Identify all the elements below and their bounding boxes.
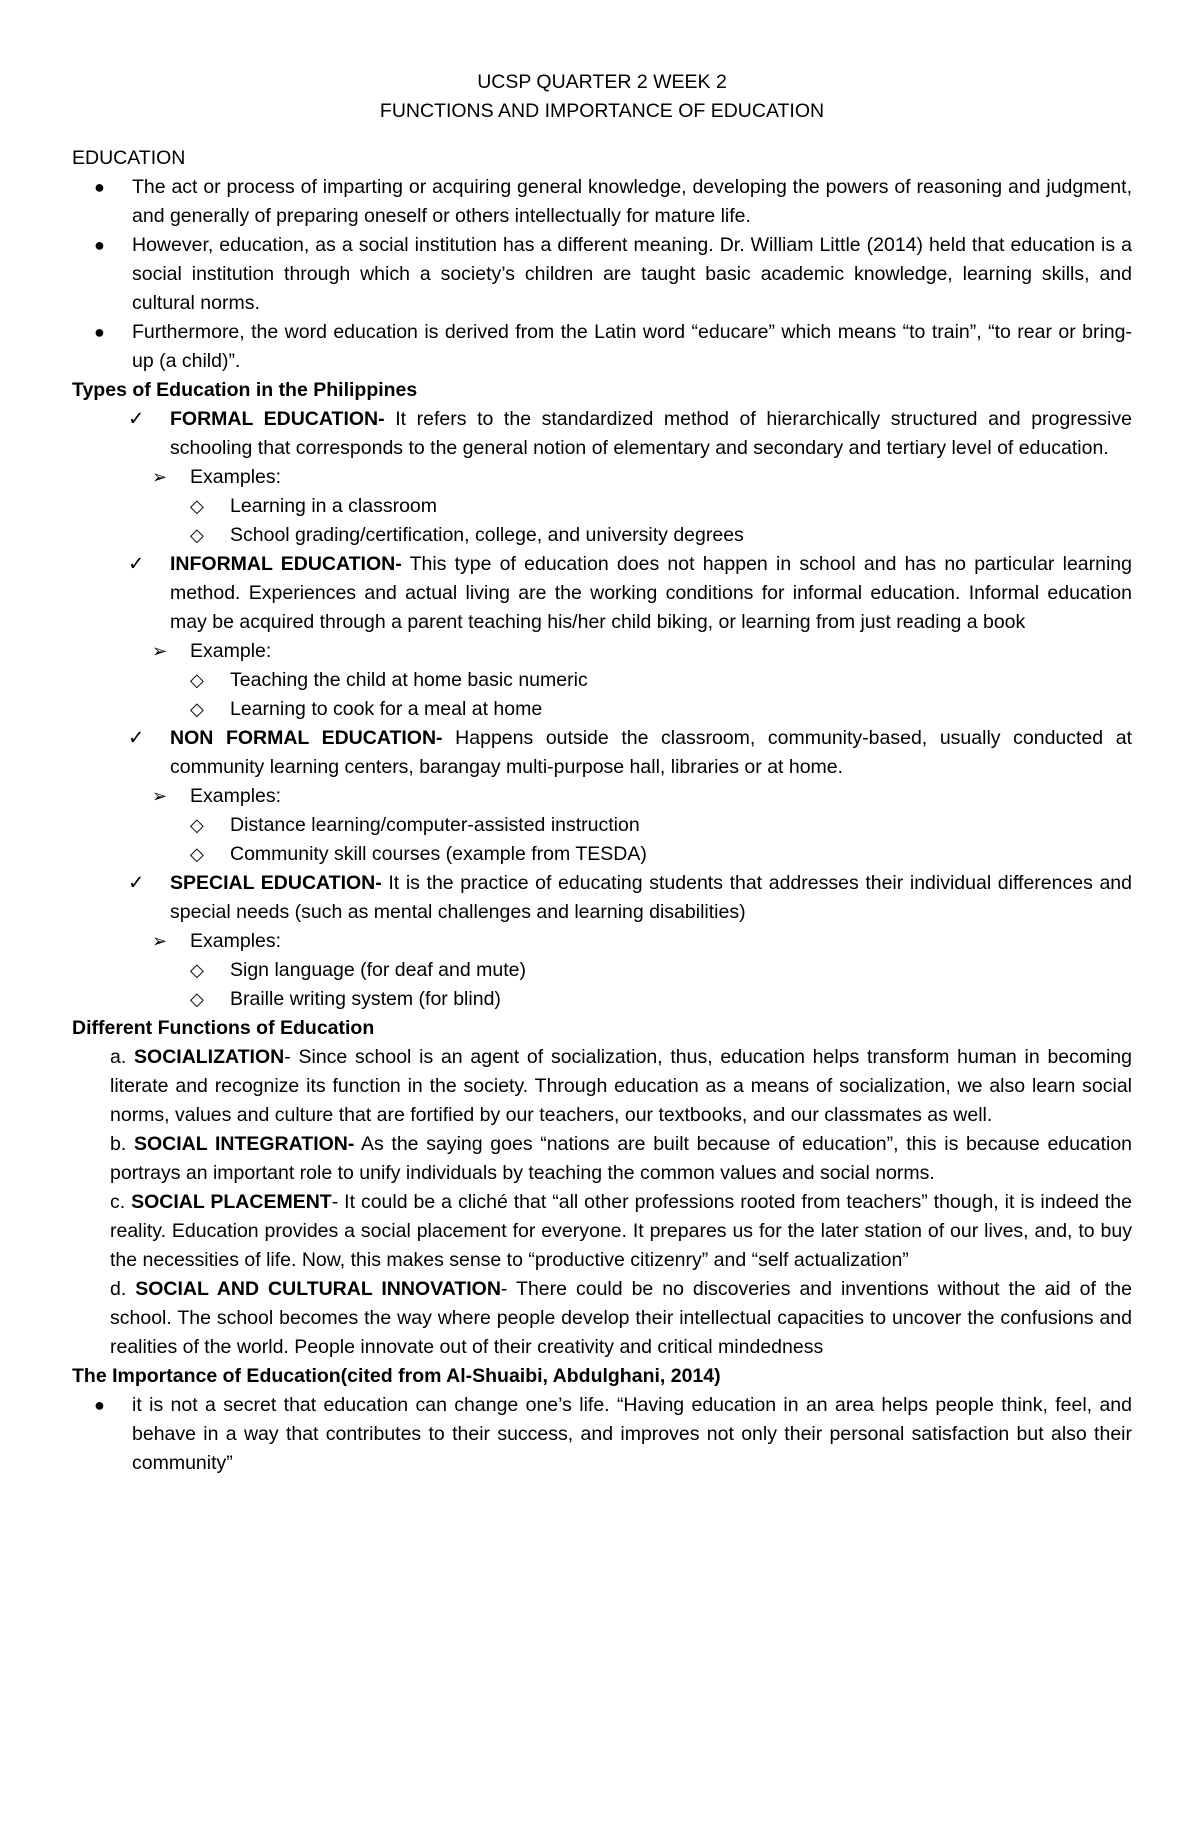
example-text: Learning to cook for a meal at home [230, 698, 543, 720]
education-type-text: It is the practice of educating students that addresses their individual differences and special needs (such as mental challenges and learning disabilities) [170, 872, 1132, 923]
education-type-title: NON FORMAL EDUCATION- [170, 727, 443, 749]
example-text: Community skill courses (example from TESDA) [230, 843, 647, 865]
function-letter: b. [110, 1133, 134, 1155]
section-heading-importance: The Importance of Education(cited from Al-Shuaibi, Abdulghani, 2014) [72, 1365, 721, 1387]
title-line-1: UCSP QUARTER 2 WEEK 2 [477, 71, 727, 93]
function-text: - It could be a cliché that “all other professions rooted from teachers” though, it is indeed the reality. Education provides a social placement for everyone. It prepares us for the later station of our lives, and, to buy the necessities of life. Now, this makes sense to “productive citizenry” and “self actualization” [110, 1191, 1133, 1271]
bullet-dot-icon: ● [94, 1395, 105, 1415]
examples-label: Examples: [190, 785, 282, 807]
education-type-title: INFORMAL EDUCATION- [170, 553, 402, 575]
function-letter: d. [110, 1278, 136, 1300]
function-text: - There could be no discoveries and inventions without the aid of the school. The school becomes the way where people develop their intellectual capacities to uncover the confusions and realities of the world. People innovate out of their creativity and critical mindedness [110, 1278, 1132, 1358]
checkmark-icon: ✓ [128, 872, 145, 894]
example-text: Learning in a classroom [230, 495, 438, 517]
bullet-text: However, education, as a social institution has a different meaning. Dr. William Little (2014) held that education is a social institution through which a society’s children are taught basic academic knowledge, learning skills, and cultural norms. [132, 234, 1132, 314]
function-item [72, 1188, 1132, 1275]
section-heading-functions: Different Functions of Education [72, 1017, 375, 1039]
example-item [72, 811, 1132, 840]
title-line-2: FUNCTIONS AND IMPORTANCE OF EDUCATION [379, 100, 825, 122]
document-title [72, 68, 1132, 126]
diamond-icon: ◇ [190, 525, 204, 545]
section-heading-types: Types of Education in the Philippines [72, 379, 418, 401]
education-type-item [72, 550, 1132, 637]
example-item [72, 492, 1132, 521]
examples-label-row [72, 782, 1132, 811]
diamond-icon: ◇ [190, 670, 204, 690]
diamond-icon: ◇ [190, 960, 204, 980]
example-text: School grading/certification, college, and university degrees [230, 524, 744, 546]
bullet-text: The act or process of imparting or acquiring general knowledge, developing the powers of reasoning and judgment, and generally of preparing oneself or others intellectually for mature life. [132, 176, 1132, 227]
bullet-text: it is not a secret that education can change one’s life. “Having education in an area helps people think, feel, and behave in a way that contributes to their success, and improves not only their personal satisfaction but also their community” [132, 1394, 1132, 1474]
example-text: Distance learning/computer-assisted instruction [230, 814, 640, 836]
examples-label: Examples: [190, 466, 282, 488]
function-title: SOCIAL INTEGRATION- [133, 1133, 355, 1155]
checkmark-icon: ✓ [128, 553, 145, 575]
arrowhead-icon: ➢ [152, 641, 168, 661]
examples-label-row [72, 927, 1132, 956]
examples-label-row [72, 463, 1132, 492]
example-item [72, 521, 1132, 550]
bullet-dot-icon: ● [94, 177, 105, 197]
education-type-text: Happens outside the classroom, community-based, usually conducted at community learning centers, barangay multi-purpose hall, libraries or at home. [170, 727, 1132, 778]
arrowhead-icon: ➢ [152, 467, 168, 487]
function-text: - Since school is an agent of socialization, thus, education helps transform human in becoming literate and recognize its function in the society. Through education as a means of socialization, we also learn social norms, values and culture that are fortified by our teachers, our textbooks, and our classmates as well. [110, 1046, 1132, 1126]
checkmark-icon: ✓ [128, 727, 145, 749]
diamond-icon: ◇ [190, 699, 204, 719]
bullet-item [72, 231, 1132, 318]
function-text: As the saying goes “nations are built because of education”, this is because education portrays an important role to unify individuals by teaching the common values and social norms. [110, 1133, 1133, 1184]
bullet-dot-icon: ● [94, 322, 105, 342]
bullet-item [72, 173, 1132, 231]
example-item [72, 695, 1132, 724]
bullet-text: Furthermore, the word education is derived from the Latin word “educare” which means “to train”, “to rear or bring-up (a child)”. [132, 321, 1132, 372]
examples-label: Example: [190, 640, 272, 662]
education-type-item [72, 724, 1132, 782]
education-type-title: SPECIAL EDUCATION- [170, 872, 382, 894]
function-title: SOCIAL PLACEMENT [131, 1191, 332, 1213]
example-text: Braille writing system (for blind) [230, 988, 501, 1010]
education-type-title: FORMAL EDUCATION- [170, 408, 385, 430]
function-letter: a. [110, 1046, 135, 1068]
example-item [72, 666, 1132, 695]
arrowhead-icon: ➢ [152, 931, 168, 951]
diamond-icon: ◇ [190, 496, 204, 516]
examples-label: Examples: [190, 930, 282, 952]
diamond-icon: ◇ [190, 844, 204, 864]
section-heading-education: EDUCATION [72, 147, 186, 169]
education-type-text: This type of education does not happen in school and has no particular learning method. Experiences and actual living are the working conditions for informal education. Informal education may be acquired through a parent teaching his/her child biking, or learning from just reading a book [170, 553, 1132, 633]
education-type-item [72, 869, 1132, 927]
example-item [72, 840, 1132, 869]
function-letter: c. [110, 1191, 132, 1213]
education-type-item [72, 405, 1132, 463]
diamond-icon: ◇ [190, 815, 204, 835]
arrowhead-icon: ➢ [152, 786, 168, 806]
education-type-text: It refers to the standardized method of hierarchically structured and progressive schooling that corresponds to the general notion of elementary and secondary and tertiary level of education. [170, 408, 1132, 459]
function-title: SOCIALIZATION [134, 1046, 285, 1068]
bullet-item [72, 1391, 1132, 1478]
function-item [72, 1275, 1132, 1362]
function-item [72, 1130, 1132, 1188]
diamond-icon: ◇ [190, 989, 204, 1009]
bullet-dot-icon: ● [94, 235, 105, 255]
example-text: Sign language (for deaf and mute) [230, 959, 526, 981]
document-page [72, 68, 1132, 1478]
example-item [72, 956, 1132, 985]
examples-label-row [72, 637, 1132, 666]
bullet-item [72, 318, 1132, 376]
example-item [72, 985, 1132, 1014]
function-title: SOCIAL AND CULTURAL INNOVATION [135, 1278, 501, 1300]
function-item [72, 1043, 1132, 1130]
example-text: Teaching the child at home basic numeric [230, 669, 588, 691]
checkmark-icon: ✓ [128, 408, 145, 430]
